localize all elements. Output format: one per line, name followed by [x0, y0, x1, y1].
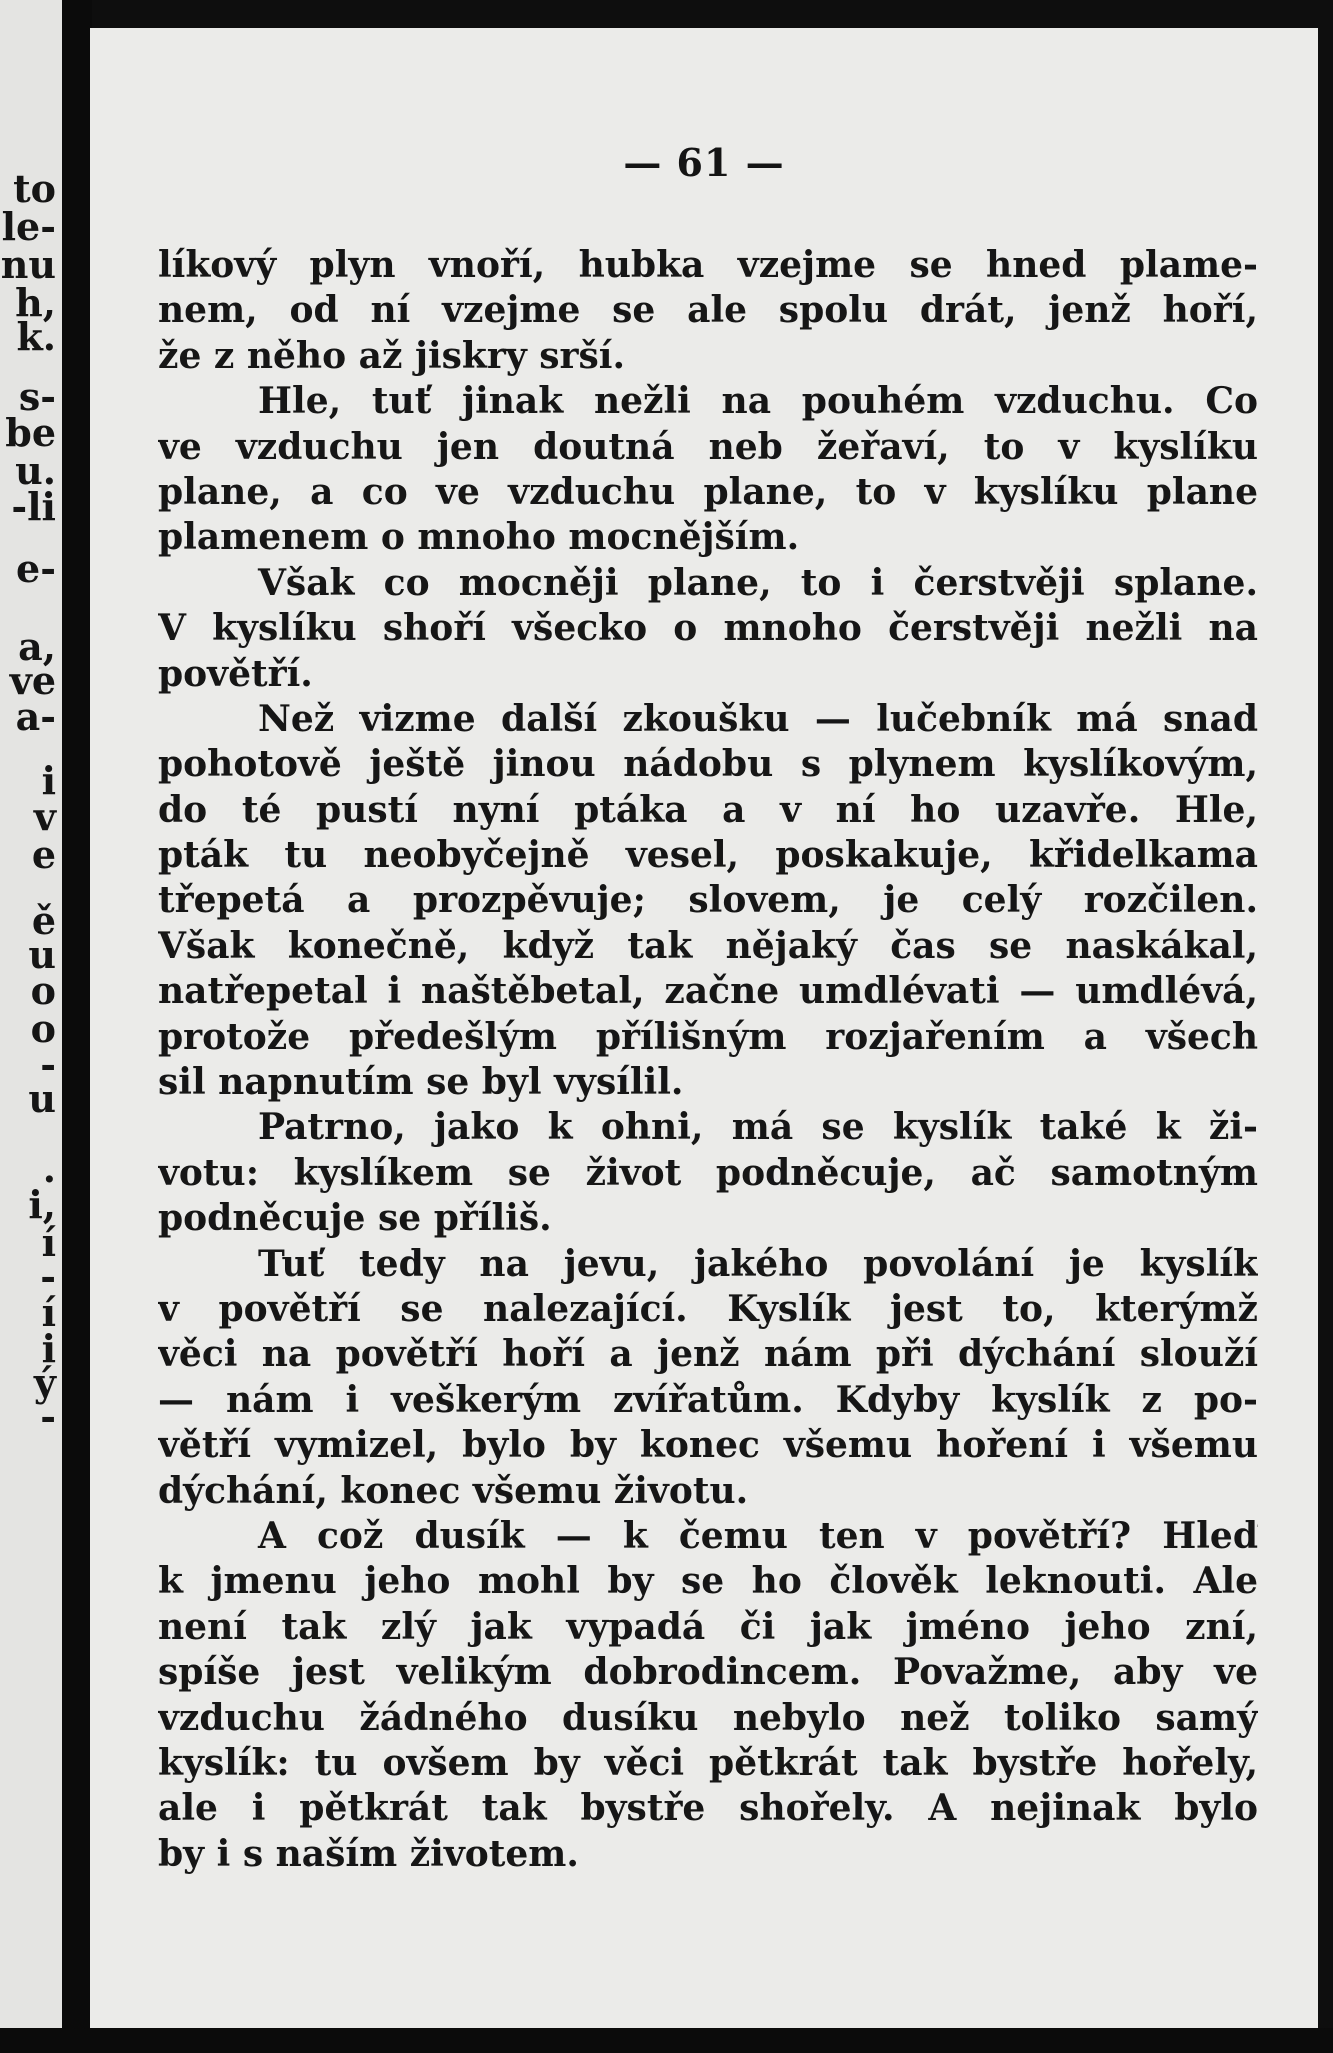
adjacent-page-fragment: í [41, 1220, 56, 1265]
text-line: není tak zlý jak vypadá či jak jméno jeho zní, [158, 1605, 1258, 1648]
adjacent-page-fragment: h, [15, 280, 56, 325]
adjacent-page-fragment: í [41, 1290, 56, 1335]
adjacent-page-fragment: ý [33, 1360, 56, 1405]
text-line: větří vymizel, bylo by konec všemu hoření i všemu [158, 1424, 1258, 1467]
text-line: by i s naším životem. [158, 1832, 579, 1875]
text-line: povětří. [158, 652, 313, 695]
text-line: protože předešlým přílišným rozjařením a všech [158, 1015, 1258, 1058]
adjacent-page-fragment: u. [15, 448, 56, 493]
adjacent-page-fragment: u [28, 932, 56, 977]
text-line: plamenem o mnoho mocnějším. [158, 516, 800, 559]
text-line: podněcuje se příliš. [158, 1197, 552, 1240]
text-line: věci na povětří hoří a jenž nám při dýchání slouží [158, 1333, 1258, 1376]
adjacent-page-fragment: i [41, 758, 56, 803]
text-line: v povětří se nalezající. Kyslík jest to, kterýmž [158, 1287, 1258, 1330]
adjacent-page-fragment: - [40, 1254, 56, 1299]
text-line: — nám i veškerým zvířatům. Kdyby kyslík z po- [158, 1378, 1258, 1421]
adjacent-page-fragment: e- [16, 546, 56, 591]
adjacent-page-fragment: k. [16, 314, 56, 359]
text-line: votu: kyslíkem se život podněcuje, ač samotným [158, 1151, 1258, 1194]
text-line: že z něho až jiskry srší. [158, 334, 625, 377]
text-line: V kyslíku shoří všecko o mnoho čerstvěji nežli na [158, 607, 1258, 650]
adjacent-page-fragment: o [30, 968, 56, 1013]
adjacent-page-fragment: - [40, 1042, 56, 1087]
adjacent-page-fragment: a- [15, 694, 56, 739]
adjacent-page-fragment: to [13, 166, 56, 211]
text-line: pohotově ještě jinou nádobu s plynem kyslíkovým, [158, 743, 1258, 786]
page-number: — 61 — [623, 140, 785, 185]
adjacent-page-fragment: v [33, 794, 56, 839]
body-text [158, 243, 1258, 1877]
text-line: ale i pětkrát tak bystře shořely. A nejinak bylo [158, 1787, 1258, 1830]
text-line: pták tu neobyčejně vesel, poskakuje, křidelkama [158, 834, 1258, 877]
adjacent-page-fragment: ě [31, 898, 56, 943]
text-line: dýchání, konec všemu životu. [158, 1469, 749, 1512]
book-page [90, 28, 1318, 2028]
text-line: nem, od ní vzejme se ale spolu drát, jenž hoří, [158, 289, 1258, 332]
text-line: Patrno, jako k ohni, má se kyslík také k ži- [258, 1106, 1258, 1149]
adjacent-page-fragment: -li [11, 484, 56, 529]
adjacent-page-fragment: a, [18, 624, 56, 669]
adjacent-page-fragment: nu [0, 242, 56, 287]
text-line: Tuť tedy na jevu, jakého povolání je kyslík [258, 1242, 1258, 1285]
book-gutter [62, 0, 92, 2053]
text-line: A což dusík — k čemu ten v povětří? Hleď [258, 1514, 1258, 1557]
adjacent-page-fragment: . [42, 1146, 56, 1191]
adjacent-page-fragment: s- [18, 374, 56, 419]
scan-border [0, 2028, 1333, 2053]
text-line: sil napnutím se byl vysílil. [158, 1061, 684, 1104]
adjacent-page-fragment: o [30, 1006, 56, 1051]
text-line: do té pustí nyní ptáka a v ní ho uzavře. Hle, [158, 788, 1258, 831]
adjacent-page-fragment: be [5, 410, 56, 455]
text-line: líkový plyn vnoří, hubka vzejme se hned plame- [158, 244, 1258, 286]
text-line: ve vzduchu jen doutná neb žeřaví, to v kyslíku [158, 425, 1258, 468]
adjacent-page-fragment: i, [28, 1182, 56, 1227]
adjacent-page-fragment: - [40, 1394, 56, 1439]
text-line: Hle, tuť jinak nežli na pouhém vzduchu. Co [258, 380, 1258, 423]
text-line: vzduchu žádného dusíku nebylo než toliko samý [158, 1696, 1258, 1739]
text-line: třepetá a prozpěvuje; slovem, je celý rozčilen. [158, 879, 1258, 922]
text-line: plane, a co ve vzduchu plane, to v kyslíku plane [158, 470, 1258, 513]
adjacent-page-fragment: u [28, 1076, 56, 1121]
adjacent-page-fragment: i [41, 1326, 56, 1371]
text-line: Však co mocněji plane, to i čerstvěji splane. [258, 561, 1258, 604]
text-line: natřepetal i naštěbetal, začne umdlévati — umdlévá, [158, 970, 1258, 1013]
text-line: k jmenu jeho mohl by se ho člověk leknouti. Ale [158, 1560, 1258, 1603]
adjacent-page-fragment: le- [1, 204, 56, 249]
text-line: Však konečně, když tak nějaký čas se naskákal, [158, 924, 1258, 967]
adjacent-page-fragment: ve [9, 658, 56, 703]
text-line: kyslík: tu ovšem by věci pětkrát tak bystře hořely, [158, 1741, 1258, 1784]
adjacent-page-strip [0, 0, 62, 2030]
text-line: spíše jest velikým dobrodincem. Považme, aby ve [158, 1651, 1258, 1694]
text-line: Než vizme další zkoušku — lučebník má snad [258, 697, 1258, 740]
adjacent-page-fragment: e [31, 832, 56, 877]
